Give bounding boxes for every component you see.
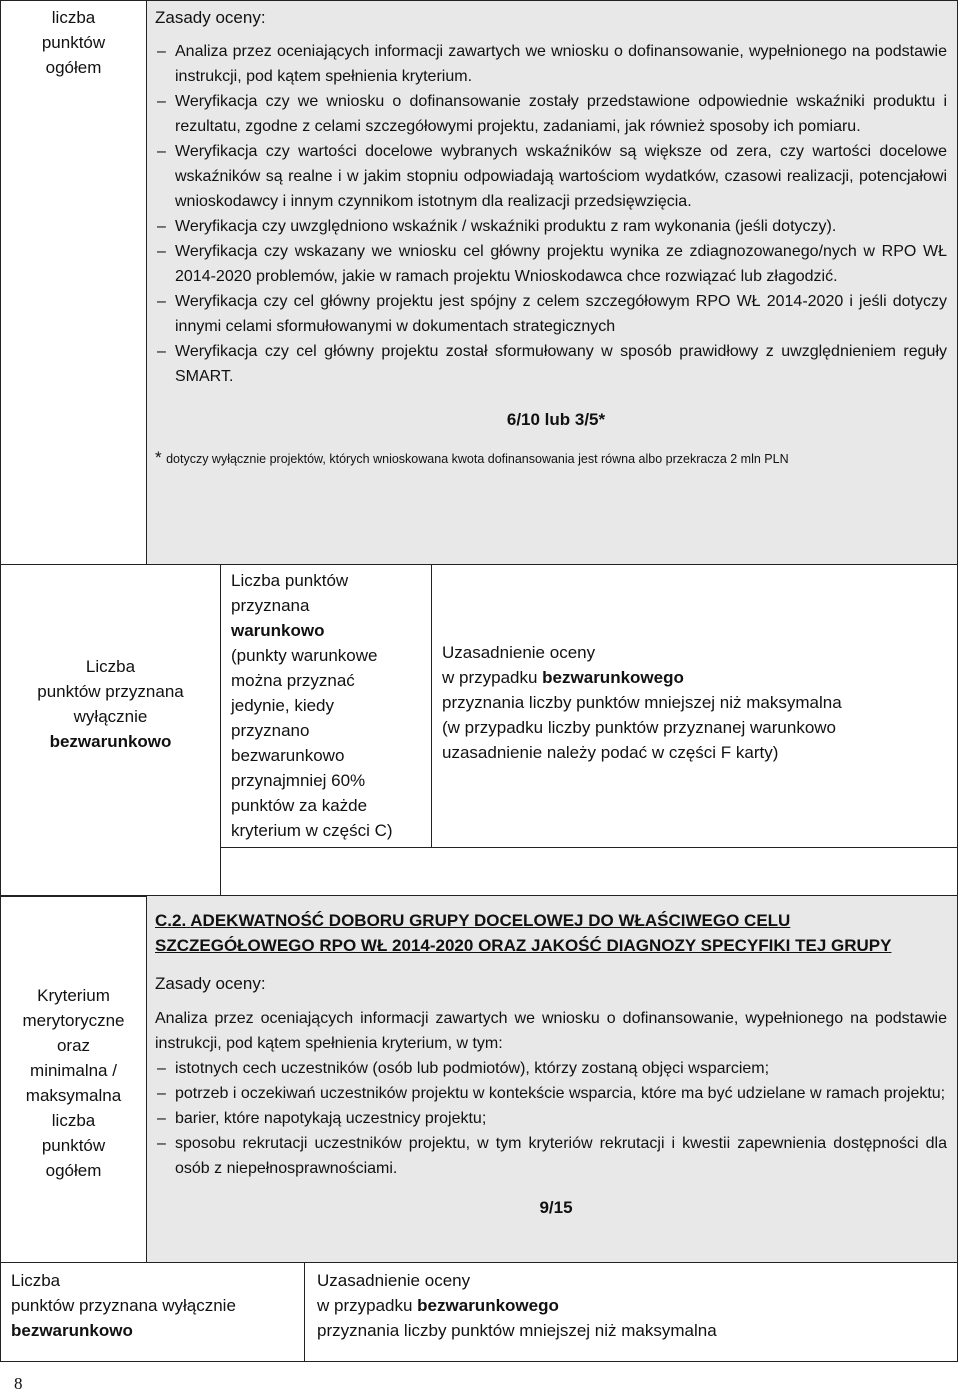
rule-item: – Analiza przez oceniających informacji zawartych we wniosku o dofinansowanie, wypełnionego na podstawie instrukcji, pod kątem spełnienia kryterium. xyxy=(155,39,947,89)
rule-item: – sposobu rekrutacji uczestników projektu, w tym kryteriów rekrutacji i kwestii zapewnienia dostępności dla osób z niepełnosprawnościami. xyxy=(155,1131,947,1181)
rules-header: Zasady oceny: xyxy=(155,8,266,27)
rule-item: – istotnych cech uczestników (osób lub podmiotów), którzy zostaną objęci wsparciem; xyxy=(155,1056,947,1081)
label-line: kryterium w części C) xyxy=(231,821,393,840)
label-line: Liczba xyxy=(11,1271,61,1290)
label-line: minimalna / xyxy=(30,1061,117,1080)
justification-cell xyxy=(431,564,958,848)
label-line: przyznania liczby punktów mniejszej niż maksymalna xyxy=(317,1321,717,1340)
label-line: punktów przyznana wyłącznie xyxy=(11,1296,236,1315)
label-line: punktów za każde xyxy=(231,796,368,815)
label-line-bold: warunkowo xyxy=(231,621,325,640)
label-line: przynajmniej 60% xyxy=(231,771,366,790)
rule-item: – Weryfikacja czy cel główny projektu został sformułowany w sposób prawidłowy z uwzględnieniem reguły SMART. xyxy=(155,339,947,389)
label-line: Liczba xyxy=(85,657,136,676)
label-line: oraz xyxy=(56,1036,91,1055)
rule-item: – Weryfikacja czy cel główny projektu jest spójny z celem szczegółowym RPO WŁ 2014-2020 i jeśli dotyczy innymi celami sformułowanymi w dokumentach strategicznych xyxy=(155,289,947,339)
label-line: Kryterium xyxy=(37,986,110,1005)
points-conditional-cell xyxy=(220,564,432,848)
rules-cell xyxy=(146,0,958,565)
label-line: w przypadku xyxy=(442,668,543,687)
rule-item: – Weryfikacja czy wartości docelowe wybranych wskaźników są większe od zera, czy wartości docelowe wskaźników są realne i w jakim stopniu odpowiadają wartościom wydatków, czasowi realizacji, potencjałowi wnioskodawcy i innym czynnikom istotnym dla realizacji przedsięwzięcia. xyxy=(155,139,947,214)
label-line: wyłącznie xyxy=(73,707,148,726)
label-line: uzasadnienie należy podać w części F karty) xyxy=(442,743,779,762)
label-line: Uzasadnienie oceny xyxy=(317,1271,471,1290)
rules-header: Zasady oceny: xyxy=(155,974,266,993)
label-line: (w przypadku liczby punktów przyznanej warunkowo xyxy=(442,718,837,737)
label-line: liczba xyxy=(51,1111,96,1130)
score-value: 9/15 xyxy=(539,1198,573,1217)
rule-item: – Weryfikacja czy uwzględniono wskaźnik / wskaźniki produktu z ram wykonania (jeśli dotyczy). xyxy=(155,214,947,239)
label-line: liczba xyxy=(51,8,96,27)
label-line: Liczba punktów xyxy=(231,571,349,590)
rule-item: – Weryfikacja czy we wniosku o dofinansowanie zostały przedstawione odpowiednie wskaźniki produktu i rezultatu, zgodne z celami szczegółowymi projektu, zadaniami, jak również sposoby ich pomiaru. xyxy=(155,89,947,139)
label-line: Uzasadnienie oceny xyxy=(442,643,596,662)
label-line-bold: bezwarunkowego xyxy=(542,668,684,687)
label-line: w przypadku xyxy=(317,1296,418,1315)
label-line: merytoryczne xyxy=(22,1011,125,1030)
rule-item: – Weryfikacja czy wskazany we wniosku cel główny projektu wynika ze zdiagnozowanego/nych w RPO WŁ 2014-2020 problemów, jakie w ramach projektu Wnioskodawca chce rozwiązać lub złagodzić. xyxy=(155,239,947,289)
rules-list xyxy=(155,1056,947,1181)
criterion-title-line: SZCZEGÓŁOWEGO RPO WŁ 2014-2020 ORAZ JAKOŚĆ DIAGNOZY SPECYFIKI TEJ GRUPY xyxy=(155,936,892,955)
label-line: maksymalna xyxy=(25,1086,122,1105)
criterion-number: C.2. xyxy=(155,911,187,930)
justification-cell xyxy=(304,1262,958,1362)
criterion-title xyxy=(155,908,947,933)
label-line: ogółem xyxy=(45,1161,102,1180)
criterion-title-line: ADEKWATNOŚĆ DOBORU GRUPY DOCELOWEJ DO WŁAŚCIWEGO CELU xyxy=(190,911,791,930)
rules-intro: Analiza przez oceniających informacji zawartych we wniosku o dofinansowanie, wypełnionego na podstawie instrukcji, pod kątem spełnienia kryterium, w tym: xyxy=(155,1010,947,1052)
rule-item: – potrzeb i oczekiwań uczestników projektu w kontekście wsparcia, które ma być udzielane w ramach projektu; xyxy=(155,1081,947,1106)
label-line: ogółem xyxy=(45,58,102,77)
label-line-bold: bezwarunkowo xyxy=(11,1321,133,1340)
label-line: (punkty warunkowe xyxy=(231,646,378,665)
label-line: przyznana xyxy=(231,596,310,615)
label-line: przyznania liczby punktów mniejszej niż maksymalna xyxy=(442,693,842,712)
label-line: przyznano xyxy=(231,721,310,740)
points-unconditional-cell xyxy=(0,564,221,897)
label-line: bezwarunkowo xyxy=(231,746,345,765)
footnote-text: dotyczy wyłącznie projektów, których wnioskowana kwota dofinansowania jest równa albo przekracza 2 mln PLN xyxy=(166,452,789,466)
empty-input-cell[interactable] xyxy=(220,847,958,897)
criterion-label-cell xyxy=(0,895,147,1263)
rules-list xyxy=(155,39,947,389)
label-line-bold: bezwarunkowego xyxy=(417,1296,559,1315)
page-number: 8 xyxy=(14,1374,23,1393)
label-line: punktów przyznana xyxy=(37,682,184,701)
criterion-label-cell xyxy=(0,0,147,565)
label-line: można przyznać xyxy=(231,671,355,690)
footnote-marker: * xyxy=(155,448,162,467)
rule-item: – barier, które napotykają uczestnicy projektu; xyxy=(155,1106,947,1131)
rules-cell xyxy=(146,895,958,1263)
label-line: jedynie, kiedy xyxy=(231,696,335,715)
label-line: punktów xyxy=(41,33,106,52)
points-unconditional-cell xyxy=(0,1262,305,1362)
score-value: 6/10 lub 3/5* xyxy=(506,410,606,429)
label-line-bold: bezwarunkowo xyxy=(49,732,172,751)
label-line: punktów xyxy=(41,1136,106,1155)
